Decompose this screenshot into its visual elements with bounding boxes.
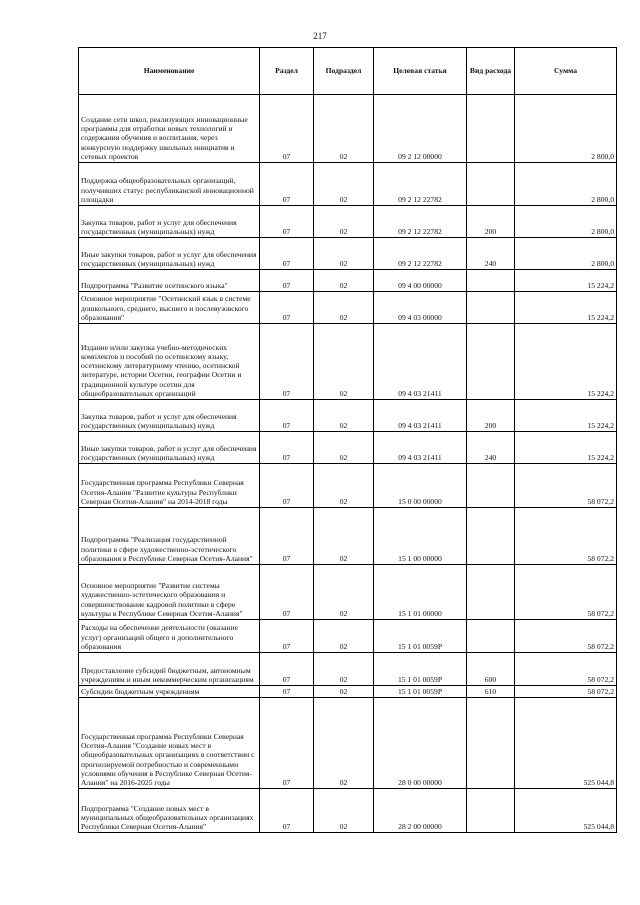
row-name: Иные закупки товаров, работ и услуг для обеспечения государственных (муниципальных) нужд [79,432,260,464]
row-vid-raskhoda: 240 [467,432,515,464]
row-razdel: 07 [260,324,314,400]
row-podrazdel: 02 [314,789,374,833]
row-name: Подпрограмма "Развитие осетинского языка" [79,270,260,292]
row-vid-raskhoda [467,292,515,324]
row-podrazdel: 02 [314,464,374,508]
table-row [79,653,617,686]
header-summa: Сумма [515,48,617,95]
row-tselevaya-statya: 09 4 03 21411 [374,324,467,400]
row-tselevaya-statya: 09 4 03 21411 [374,400,467,432]
row-vid-raskhoda [467,163,515,206]
row-name: Закупка товаров, работ и услуг для обеспечения государственных (муниципальных) нужд [79,206,260,238]
row-tselevaya-statya: 09 2 12 22782 [374,163,467,206]
row-razdel: 07 [260,95,314,163]
row-summa: 2 800,0 [515,206,617,238]
row-name: Иные закупки товаров, работ и услуг для обеспечения государственных (муниципальных) нужд [79,238,260,270]
row-podrazdel: 02 [314,686,374,698]
row-tselevaya-statya: 28 0 00 00000 [374,698,467,789]
row-summa: 15 224,2 [515,432,617,464]
row-podrazdel: 02 [314,620,374,653]
row-summa: 58 072,2 [515,620,617,653]
row-name: Государственная программа Республики Северная Осетия-Алания "Создание новых мест в общеобразовательных организациях в соответствии с прогнозируемой потребностью и современными условиями обучения в Республике Северная Осетия-Алания" на 2016-2025 годы [79,698,260,789]
budget-table [78,47,617,833]
row-tselevaya-statya: 15 1 01 00000 [374,565,467,620]
row-vid-raskhoda: 200 [467,400,515,432]
row-summa: 58 072,2 [515,653,617,686]
row-summa: 525 044,8 [515,698,617,789]
row-summa: 58 072,2 [515,508,617,565]
row-name: Поддержка общеобразовательных организаций, получивших статус республиканской инновационной площадки [79,163,260,206]
row-razdel: 07 [260,206,314,238]
row-name: Создание сети школ, реализующих инновационные программы для отработки новых технологий и содержания обучения и воспитания, через конкурсную поддержку школьных инициатив и сетевых проектов [79,95,260,163]
row-tselevaya-statya: 09 2 12 22782 [374,206,467,238]
header-tselevaya-statya: Целевая статья [374,48,467,95]
row-summa: 2 800,0 [515,95,617,163]
row-podrazdel: 02 [314,95,374,163]
row-vid-raskhoda [467,620,515,653]
row-razdel: 07 [260,432,314,464]
row-summa: 2 800,0 [515,238,617,270]
row-podrazdel: 02 [314,565,374,620]
row-summa: 525 044,8 [515,789,617,833]
row-summa: 2 800,0 [515,163,617,206]
row-vid-raskhoda [467,508,515,565]
row-name: Подпрограмма "Создание новых мест в муниципальных общеобразовательных организациях Республики Северная Осетия-Алания" [79,789,260,833]
row-tselevaya-statya: 09 4 00 00000 [374,270,467,292]
table-row [79,464,617,508]
page-number: 217 [313,31,327,41]
row-razdel: 07 [260,565,314,620]
row-razdel: 07 [260,698,314,789]
row-vid-raskhoda [467,464,515,508]
row-vid-raskhoda: 200 [467,206,515,238]
row-razdel: 07 [260,653,314,686]
table-row [79,292,617,324]
row-tselevaya-statya: 15 1 01 0059Р [374,686,467,698]
table-header-row [79,48,617,95]
table-row [79,432,617,464]
row-razdel: 07 [260,620,314,653]
row-razdel: 07 [260,464,314,508]
row-name: Основное мероприятие "Осетинский язык в системе дошкольного, среднего, высшего и послевузовского образования" [79,292,260,324]
row-summa: 15 224,2 [515,292,617,324]
row-tselevaya-statya: 09 2 12 22782 [374,238,467,270]
row-summa: 15 224,2 [515,400,617,432]
row-vid-raskhoda: 610 [467,686,515,698]
row-name: Основное мероприятие "Развитие системы художественно-эстетического образования и совершенствование кадровой политики в сфере культуры в Республике Северная Осетия-Алания" [79,565,260,620]
row-name: Издание и/или закупка учебно-методических комплектов и пособий по осетинскому языку, осетинскому литературному чтению, осетинской литературе, истории Осетии, географии Осетии и традиционной культуре осетин для общеобразовательных организаций [79,324,260,400]
row-vid-raskhoda: 240 [467,238,515,270]
table-row [79,95,617,163]
table-row [79,508,617,565]
row-tselevaya-statya: 15 1 00 00000 [374,508,467,565]
row-razdel: 07 [260,508,314,565]
table-row [79,324,617,400]
row-summa: 58 072,2 [515,565,617,620]
row-summa: 15 224,2 [515,324,617,400]
row-name: Государственная программа Республики Северная Осетия-Алания "Развитие культуры Республики Северная Осетия-Алания" на 2014-2018 годы [79,464,260,508]
row-vid-raskhoda: 600 [467,653,515,686]
row-name: Закупка товаров, работ и услуг для обеспечения государственных (муниципальных) нужд [79,400,260,432]
row-name: Подпрограмма "Реализация государственной политики в сфере художественно-эстетического образования в Республике Северная Осетия-Алания" [79,508,260,565]
row-podrazdel: 02 [314,238,374,270]
row-name: Субсидии бюджетным учреждениям [79,686,260,698]
row-name: Предоставление субсидий бюджетным, автономным учреждениям и иным некоммерческим организациям [79,653,260,686]
table-row [79,620,617,653]
row-name: Расходы на обеспечение деятельности (оказание услуг) организаций общего и дополнительного образования [79,620,260,653]
table-row [79,789,617,833]
row-podrazdel: 02 [314,400,374,432]
row-razdel: 07 [260,686,314,698]
header-podrazdel: Подраздел [314,48,374,95]
row-tselevaya-statya: 15 1 01 0059Р [374,653,467,686]
row-podrazdel: 02 [314,653,374,686]
header-vid-raskhoda: Вид расхода [467,48,515,95]
row-podrazdel: 02 [314,698,374,789]
row-vid-raskhoda [467,95,515,163]
table-row [79,238,617,270]
table-row [79,206,617,238]
row-razdel: 07 [260,270,314,292]
row-podrazdel: 02 [314,163,374,206]
table-row [79,163,617,206]
row-razdel: 07 [260,238,314,270]
row-summa: 58 072,2 [515,464,617,508]
row-razdel: 07 [260,400,314,432]
table-row [79,686,617,698]
table-row [79,698,617,789]
row-podrazdel: 02 [314,508,374,565]
row-summa: 58 072,2 [515,686,617,698]
row-summa: 15 224,2 [515,270,617,292]
row-vid-raskhoda [467,270,515,292]
row-vid-raskhoda [467,565,515,620]
header-name: Наименование [79,48,260,95]
row-vid-raskhoda [467,789,515,833]
row-tselevaya-statya: 15 1 01 0059Р [374,620,467,653]
table-row [79,565,617,620]
table-row [79,270,617,292]
row-podrazdel: 02 [314,206,374,238]
header-razdel: Раздел [260,48,314,95]
row-podrazdel: 02 [314,324,374,400]
row-razdel: 07 [260,163,314,206]
row-tselevaya-statya: 15 0 00 00000 [374,464,467,508]
row-podrazdel: 02 [314,270,374,292]
table-row [79,400,617,432]
row-tselevaya-statya: 09 2 12 00000 [374,95,467,163]
row-tselevaya-statya: 09 4 03 21411 [374,432,467,464]
row-podrazdel: 02 [314,292,374,324]
row-tselevaya-statya: 28 2 00 00000 [374,789,467,833]
row-vid-raskhoda [467,698,515,789]
row-podrazdel: 02 [314,432,374,464]
row-razdel: 07 [260,789,314,833]
row-tselevaya-statya: 09 4 03 00000 [374,292,467,324]
row-razdel: 07 [260,292,314,324]
row-vid-raskhoda [467,324,515,400]
